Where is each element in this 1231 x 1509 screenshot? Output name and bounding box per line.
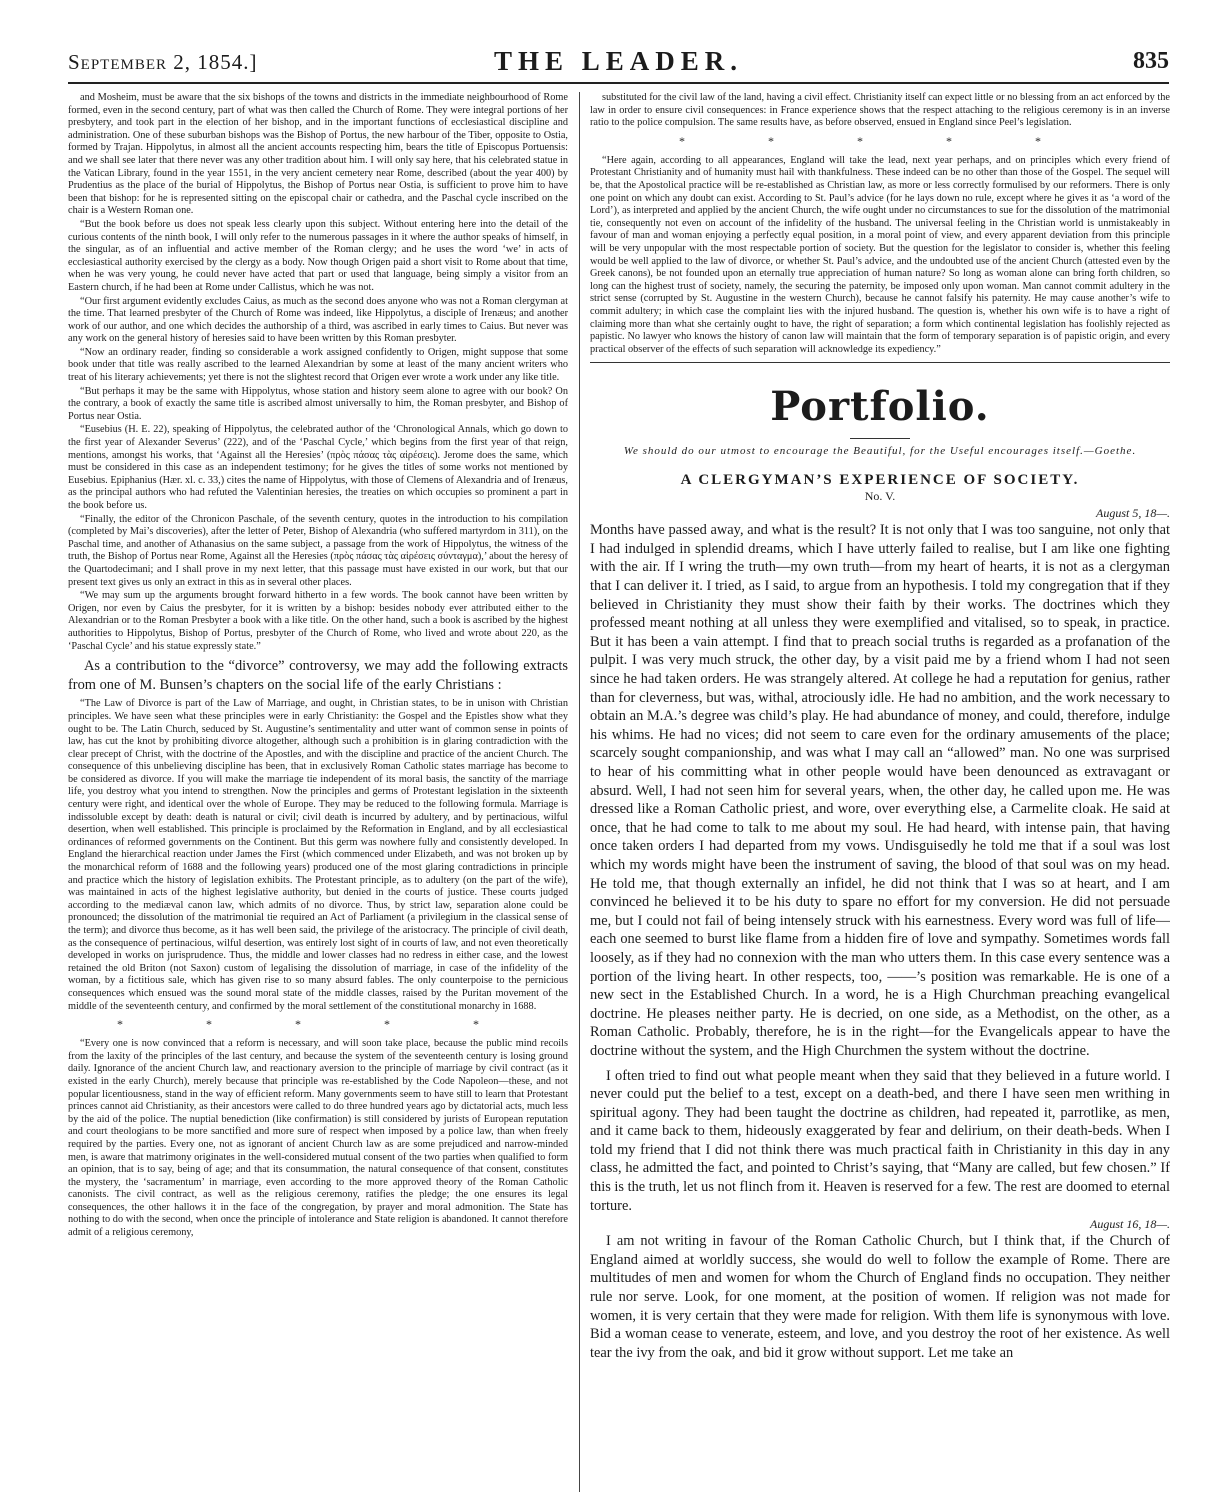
- motto: We should do our utmost to encourage the Beautiful, for the Useful encourages itself.—Goethe.: [623, 445, 1137, 458]
- paragraph: and Mosheim, must be aware that the six bishops of the towns and districts in the immediate neighbourhood of Rome formed, even in the second century, part of what was then called the Church of Rome. They were integral portions of her presbytery, and took part in the election of her bishop, and in the important functions of ecclesiastical discipline and administration. One of these suburban bishops was the Bishop of Portus, the new harbour of the Tiber, opposite to Ostia, formed by Trajan. Hippolytus, in almost all the ancient accounts respecting him, bears the title of Episcopus Portuensis: and we shall see later that there never was any other tradition about him. I will only say here, that his celebrated statue in the Vatican Library, found in the year 1551, in the very ancient cemetery near Rome, described (about the year 400) by Prudentius as the place of the burial of Hippolytus, the Bishop of Portus near Ostia, is sufficient to prove him to have been that bishop: for he is represented sitting on the episcopal chair or cathedra, and the Paschal cycle inscribed on the chair is a Western Roman one.: [68, 92, 568, 217]
- paragraph: “Every one is now convinced that a reform is necessary, and will soon take place, because the public mind recoils from the laxity of the principles of the last century, and because the system of the seventeenth century is losing ground daily. Ignorance of the ancient Church law, and reactionary aversion to the principle of marriage by civil contract (as it existed in the early Church), merely because that principle was re-established by the Code Napoleon—these, and not popular licentiousness, stand in the way of efficient reform. Many governments seem to have still to learn that Protestant princes cannot aid Christianity, as their ancestors were called to do three hundred years ago by dictatorial acts, much less by the aid of the police. The nuptial benediction (like confirmation) is still considered by jurists of European reputation and court theologians to be more sanctified and more sure of respect when imposed by a police law, than when freely required by the parties. Every one, not as ignorant of ancient Church law as are some prejudiced and narrow-minded men, is aware that matrimony originates in the well-considered mutual consent of the two parties when qualified to form an opinion, that is to say, being of age; and that its consummation, the natural consequence of that consent, constitutes the mystery, the ‘sacramentum’ in marriage, even according to the more approved theory of the Roman Catholic canonists. The civil contract, as well as the religious ceremony, ratifies the pledge; the one ensures its legal consequences, the other hallows it in the face of the congregation, by prayer and moral admonition. The State has nothing to do with the second, when once the principle of intolerance and State religion is abandoned. It cannot therefore admit of a religious ceremony,: [68, 1038, 568, 1239]
- paragraph: “The Law of Divorce is part of the Law of Marriage, and ought, in Christian states, to be in unison with Christian principles. We have seen what these principles were in early Christianity: the Gospel and the Epistles show what they ought to be. The Latin Church, seduced by St. Augustine’s sentimentality and utter want of common sense in points of law, has cut the knot by prohibiting divorce altogether, although such a prohibition is in glaring contradiction with the clear precept of Christ, with the doctrine of the Apostles, and with the discipline and practice of the ancient Church. The consequence of this unbelieving discipline has been, that in exclusively Roman Catholic states marriage has become to be considered as divorce. If you will make the marriage tie independent of its moral basis, the sanctity of the marriage life, you destroy what you intend to strengthen. Now the principles and germs of Protestant legislation in the sixteenth century were right, and identical over the whole of Europe. They may be reduced to the following formula. Marriage is indissoluble except by death: death is natural or civil; civil death is incurred by adultery, and by pertinacious, wilful desertion, when well established. This principle is proclaimed by the Reformation in England, and by all ecclesiastical ordinances of reformed governments on the Continent. But this germ was nowhere fully and consistently developed. In England the hierarchical reaction under James the First (which commenced under Elizabeth, and was not broken up by the monarchical reform of 1688 and the following years) produced one of the most glaring contradictions in principle and practice which the history of legislation exhibits. The Protestant principle, as to adultery (on the part of the wife), was maintained in acts of the highest legislative authority, but denied in the courts of justice. These courts judged according to the mediæval canon law, which admits of no divorce. Thus, by strict law, separation alone could be pronounced; the dissolution of the matrimonial tie required an Act of Parliament (a privilegium in the classical sense of the term); and divorce thus become, as it has well been said, the privilege of the aristocracy. The principle of civil death, as the consequence of pertinacious, wilful desertion, was entirely lost sight of in courts of law, and not even theoretically developed in works on jurisprudence. Thus, the middle and lower classes had no redress in either case, and the lowest retained the old Briton (not Saxon) custom of legalising the dissolution of marriage, in case of the infidelity of the woman, by a fictitious sale, which has given rise to so many absurd fables. The only counterpoise to the pernicious consequences which ensued was the sound moral state of the middle classes, raised by the Puritan movement of the middle of the seventeenth century, and confirmed by the moral settlement of the constitutional monarchy in 1688.: [68, 698, 568, 1012]
- left-column: [68, 92, 568, 1492]
- paragraph: “But perhaps it may be the same with Hippolytus, whose station and history seem alone to agree with our book? On the contrary, a book of exactly the same title is ascribed almost universally to him, the Roman presbyter, and Bishop of Portus near Ostia.: [68, 385, 568, 422]
- section-stars: * * * * *: [117, 1017, 519, 1032]
- masthead-title: THE LEADER.: [493, 46, 744, 76]
- portfolio-heading: Portfolio.: [770, 383, 990, 431]
- paragraph: “Our first argument evidently excludes Caius, as much as the second does anyone who was not a Roman clergyman at the time. That learned presbyter of the Church of Rome was indeed, like Hippolytus, a disciple of Irenæus; and another work of our author, and one which decides the authorship of a third, was ascribed in early times to Caius. But never was any work on the general history of heresies said to have been written by this Roman presbyter.: [68, 295, 568, 345]
- article-paragraph: Months have passed away, and what is the result? It is not only that I was too sanguine, not only that I had indulged in splendid dreams, which I have utterly failed to realise, but I am like one fighting with the air. If I wring the truth—my own truth—from my heart of hearts, it is not as a clergyman that I can deliver it. I tried, as I said, to argue from an hypothesis. I told my congregation that if they believed in Christianity they must show their faith by their works. The doctrines which they professed meant nothing at all unless they were exemplified and vitalised, so to speak, in practice. But it has been a vain attempt. I find that to preach social truths is regarded as a profanation of the pulpit. I was very much struck, the other day, by a visit paid me by a friend whom I had not seen since he had taken orders. He was strangely altered. At college he had a reputation for genius, rather than for cleverness, but was, withal, atrociously idle. He had no ambition, and the work necessary to obtain an M.A.’s degree was child’s play. He had abundance of money, and could, therefore, indulge his whims. He had no vices; did not seem to care even for the ordinary amusements of the place; scarcely sought companionship, and was what I may call an “allowed” man. No one was surprised to hear of his committing what in other people would have been denounced as extravagant or absurd. Well, I had not seen him for several years, when, the other day, he called upon me. He was dressed like a Roman Catholic priest, and wore, over everything else, a Carmelite cloak. He said at once, that he had come to talk to me about my soul. He had heard, with intense pain, that having once taken orders I had departed from my vows. Undisguisedly he told me that if a soul was lost which my words might have been the instrument of saving, the blood of that soul was on my head. He told me, that though externally an infidel, he did not think that I was so at heart, and I am convinced he believed it to be his duty to spare no effort for my conversion. He did not persuade me, but I could not fail of being intensely struck with his earnestness. Every word was full of life—each one seemed to burst like flame from a hidden fire of love and sympathy. Sometimes words fall loosely, as if they had no connexion with the man who utters them. In this case every sentence was a portion of the living heart. In other respects, too, ——’s position was remarkable. He is one of a new sect in the Established Church. In a word, he is a High Churchman preaching evangelical doctrine. He pleases neither party. He is decried, on one side, as a Methodist, on the other, as a Roman Catholic. Probably, therefore, he is in the right—for the Evangelicals appear to have the doctrine without the system, and the High Churchmen the system without the doctrine.: [590, 522, 1170, 1059]
- dateline: August 5, 18—.: [1095, 506, 1170, 521]
- paragraph: “But the book before us does not speak less clearly upon this subject. Without entering here into the detail of the curious contents of the ninth book, I will only refer to the numerous passages in it where the author speaks of himself, in the singular, as of an influential and active member of the Roman clergy; and he uses the word ‘we’ in acts of ecclesiastical authority exercised by the clergy as a body. Now though Origen paid a short visit to Rome about that time, when he was very young, he could never have acted that part or used that language, being simply a visitor from an Eastern church, if he had been at Rome under Callistus, which he was not.: [68, 218, 568, 293]
- article-paragraph: I often tried to find out what people meant when they said that they believed in a future world. I never could put the belief to a test, except on a death-bed, and there I have seen men writhing in spiritual agony. They had been taught the doctrine as children, had repeated it, parrotlike, as men, and it came back to them, hideously exaggerated by fear and delirium, on their death-beds. When I told my friend that I did not think there was much practical faith in Christianity in this day in any class, he admitted the fact, and pointed to Christ’s saying, that “Many are called, but few chosen.” If this is the truth, let us not flinch from it. Heaven is reserved for a few. The rest are doomed to eternal torture.: [590, 1067, 1170, 1214]
- section-stars: * * * * *: [679, 133, 1081, 148]
- dateline: August 16, 18—.: [1089, 1217, 1170, 1232]
- article-title: A CLERGYMAN’S EXPERIENCE OF SOCIETY.: [680, 472, 1080, 489]
- short-rule: [850, 438, 910, 439]
- paragraph: “Eusebius (H. E. 22), speaking of Hippolytus, the celebrated author of the ‘Chronological Annals, which go down to the first year of Alexander Severus’ (222), and of the ‘Paschal Cycle,’ which begins from the first year of that reign, mentions, amongst his works, that ‘Against all the Heresies’ (πρὸς πάσας τὰς αἱρέσεις). Jerome does the same, which must be considered in this case as an independent testimony; for he gives the titles of some works not mentioned by Eusebius. Epiphanius (Hær. xl. c. 33,) cites the name of Hippolytus, with those of Clemens of Alexandria and of Irenæus, as the principal authors who had refuted the Valentinian heresies, the treaties on which occupies so prominent a part in the book before us.: [68, 424, 568, 511]
- section-rule: [590, 362, 1170, 363]
- paragraph: “Here again, according to all appearances, England will take the lead, next year perhaps, and on principles which every friend of Protestant Christianity and of humanity must hail with thankfulness. These indeed can be no other than those of the Gospel. The sequel will be, that the Apostolical practice will be re-established as Christian law, as more or less correctly formulised by our reformers. There is only one point on which any doubt can exist. According to St. Paul’s advice (for he lays down no rule, except where he gives it as ‘a word of the Lord’), as interpreted and applied by the ancient Church, the wife ought under no circumstances to sue for the dissolution of the matrimonial tie, consequently not even on account of the infidelity of the husband. The universal feeling in the Christian world is unmistakeably in favour of man and woman enjoying a perfectly equal position, in a moral point of view, and every apparent deviation from this principle will be very unpopular with the most respectable portion of society. But the question for the legislator to consider is, whether this feeling would be well applied to the law of divorce, or whether St. Paul’s advice, and the undoubted use of the ancient Church (attested even by the Greek canons), be not founded upon an eternally true appreciation of human nature? So long as woman alone can bring forth children, so long can the highest trust of society, namely, the securing the paternity, be imposed only upon woman. Man cannot commit adultery in the strict sense (corrupted by St. Augustine in the western Church), because he cannot falsify his paternity. He may cause another’s wife to commit adultery; in which case the complaint lies with the injured husband. The question is, whether his own wife is to have a right of claiming more than what she certainly ought to have, the right of separation; a form which continental legislation has foolishly rejected as papistic. No lawyer who knows the history of canon law will maintain that the form of temporary separation is of papistic origin, and every practical observer of the effects of such separation will acknowledge its expediency.”: [590, 154, 1170, 355]
- page-number: 835: [1133, 48, 1169, 74]
- page-header: [68, 42, 1169, 84]
- intro-paragraph: As a contribution to the “divorce” controversy, we may add the following extracts from one of M. Bunsen’s chapters on the social life of the early Christians :: [68, 658, 568, 693]
- paragraph: substituted for the civil law of the land, having a civil effect. Christianity itself can expect little or no blessing from an act enforced by the law in order to ensure civil consequences: in France experience shows that the respect attaching to the religious ceremony is in an inverse ratio to the police compulsion. The same results have, as before observed, ensued in England since Peel’s legislation.: [590, 92, 1170, 129]
- issue-date: September 2, 1854.]: [68, 50, 258, 74]
- article-paragraph: I am not writing in favour of the Roman Catholic Church, but I think that, if the Church of England aimed at worldly success, she would do well to follow the example of Rome. There are multitudes of men and women for whom the Church of England finds no occupation. They neither rule nor serve. Look, for one moment, at the position of women. If religion was not made for women, it is very certain that they were made for religion. With them life is synonymous with love. Bid a woman cease to venerate, esteem, and love, and you destroy the root of her existence. As well tear the ivy from the oak, and bid it grow without support. Let me take an: [590, 1233, 1170, 1361]
- paragraph: “We may sum up the arguments brought forward hitherto in a few words. The book cannot have been written by Origen, nor even by Caius the presbyter, for it is written by a bishop: besides nobody ever attributed either to the Alexandrian or to the Roman Presbyter a book with a like title. On the other hand, such a book is ascribed by the highest authorities to Hippolytus, Bishop of Portus, presbyter of the Church of Rome, who lived and wrote about 220, as the ‘Paschal Cycle’ and his statue expressly state.”: [68, 590, 568, 652]
- right-column: [590, 92, 1170, 1492]
- column-divider: [579, 92, 580, 1492]
- paragraph: “Finally, the editor of the Chronicon Paschale, of the seventh century, quotes in the introduction to his compilation (completed by Mai’s discoveries), after the letter of Peter, Bishop of Alexandria (who suffered martyrdom in 311), on the Paschal time, and another of Athanasius on the same subject, a passage from the work of Hippolytus, the witness of the truth, the Bishop of Portus near Rome, Against all the Heresies (πρὸς πάσας τὰς αἱρέσεις σύνταγμα),’ about the heresy of the Quartodecimani; and I shall prove in my next letter, that this passage must have existed in our work, but that our present text gives us only an extract in this as in several other places.: [68, 513, 568, 588]
- article-number: No. V.: [864, 489, 896, 504]
- paragraph: “Now an ordinary reader, finding so considerable a work assigned confidently to Origen, might suppose that some book under that title was really ascribed to the learned Alexandrian by some at least of the many ancient writers who treat of his literary achievements; yet there is not the slightest record that Origen ever wrote a work under any like title.: [68, 346, 568, 384]
